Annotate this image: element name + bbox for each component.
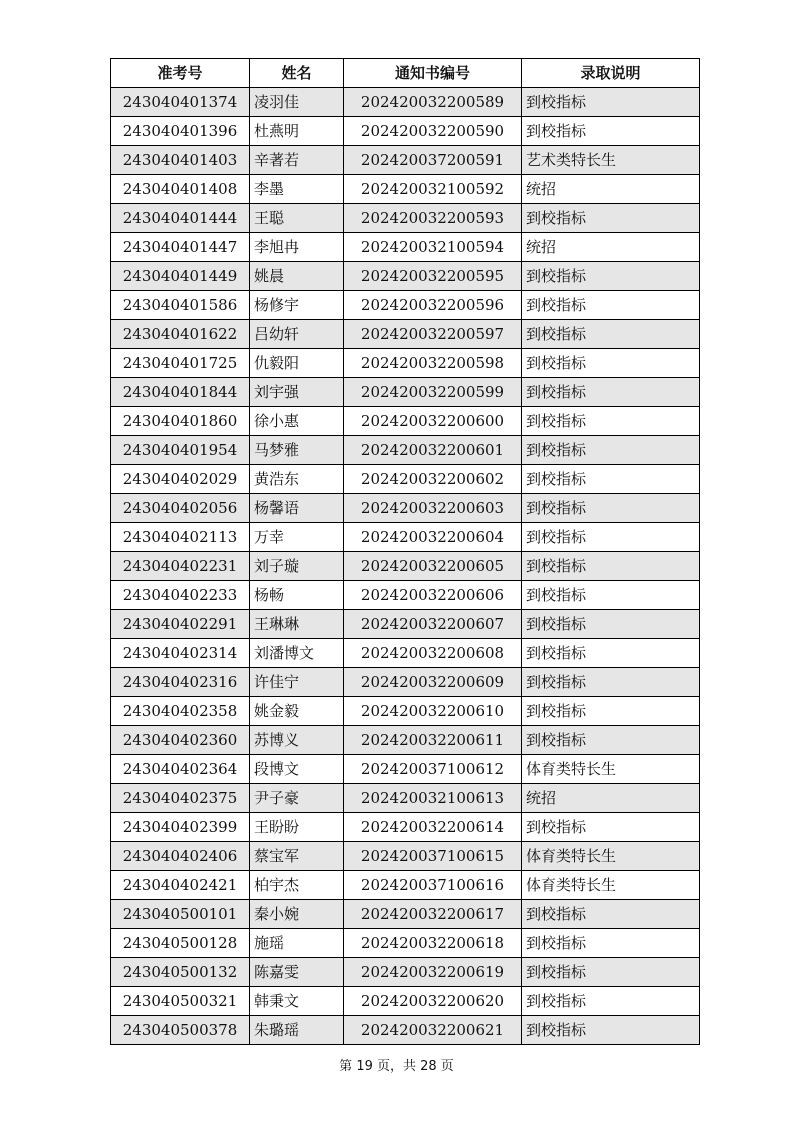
page-footer xyxy=(0,1055,793,1074)
cell-exam-id: 243040402360 xyxy=(111,726,250,755)
table-row xyxy=(111,610,700,639)
cell-exam-id: 243040402364 xyxy=(111,755,250,784)
table-row xyxy=(111,494,700,523)
table-row xyxy=(111,262,700,291)
cell-admission-note: 到校指标 xyxy=(522,610,700,639)
cell-admission-note: 到校指标 xyxy=(522,697,700,726)
cell-name: 万幸 xyxy=(250,523,344,552)
cell-exam-id: 243040401408 xyxy=(111,175,250,204)
table-row xyxy=(111,581,700,610)
table-row xyxy=(111,291,700,320)
cell-name: 韩秉文 xyxy=(250,987,344,1016)
cell-exam-id: 243040401449 xyxy=(111,262,250,291)
cell-admission-note: 到校指标 xyxy=(522,291,700,320)
cell-name: 朱璐瑶 xyxy=(250,1016,344,1045)
cell-notice-number: 202420032200617 xyxy=(344,900,522,929)
cell-admission-note: 到校指标 xyxy=(522,465,700,494)
table-row xyxy=(111,407,700,436)
table-row xyxy=(111,871,700,900)
table-row xyxy=(111,175,700,204)
cell-admission-note: 到校指标 xyxy=(522,407,700,436)
cell-exam-id: 243040402231 xyxy=(111,552,250,581)
cell-exam-id: 243040402316 xyxy=(111,668,250,697)
cell-admission-note: 到校指标 xyxy=(522,929,700,958)
cell-name: 苏博义 xyxy=(250,726,344,755)
cell-admission-note: 到校指标 xyxy=(522,987,700,1016)
cell-name: 刘潘博文 xyxy=(250,639,344,668)
cell-notice-number: 202420032200599 xyxy=(344,378,522,407)
cell-admission-note: 统招 xyxy=(522,784,700,813)
cell-notice-number: 202420032200597 xyxy=(344,320,522,349)
header-notice-number: 通知书编号 xyxy=(344,59,522,88)
cell-name: 刘子璇 xyxy=(250,552,344,581)
table-row xyxy=(111,987,700,1016)
cell-admission-note: 到校指标 xyxy=(522,262,700,291)
cell-notice-number: 202420032200608 xyxy=(344,639,522,668)
cell-exam-id: 243040500321 xyxy=(111,987,250,1016)
cell-exam-id: 243040402406 xyxy=(111,842,250,871)
footer-middle: 页，共 xyxy=(372,1059,421,1074)
cell-notice-number: 202420032200603 xyxy=(344,494,522,523)
cell-admission-note: 到校指标 xyxy=(522,1016,700,1045)
cell-admission-note: 到校指标 xyxy=(522,320,700,349)
cell-notice-number: 202420032200619 xyxy=(344,958,522,987)
cell-notice-number: 202420032200605 xyxy=(344,552,522,581)
table-body xyxy=(111,88,700,1045)
cell-name: 辛著若 xyxy=(250,146,344,175)
cell-name: 凌羽佳 xyxy=(250,88,344,117)
cell-admission-note: 到校指标 xyxy=(522,494,700,523)
table-row xyxy=(111,523,700,552)
cell-exam-id: 243040402291 xyxy=(111,610,250,639)
cell-admission-note: 到校指标 xyxy=(522,349,700,378)
cell-admission-note: 艺术类特长生 xyxy=(522,146,700,175)
cell-name: 王盼盼 xyxy=(250,813,344,842)
cell-notice-number: 202420032200596 xyxy=(344,291,522,320)
cell-name: 许佳宁 xyxy=(250,668,344,697)
admission-table xyxy=(110,58,700,1045)
table-row xyxy=(111,88,700,117)
table-row xyxy=(111,378,700,407)
cell-exam-id: 243040500132 xyxy=(111,958,250,987)
cell-notice-number: 202420032200606 xyxy=(344,581,522,610)
cell-notice-number: 202420032100592 xyxy=(344,175,522,204)
cell-notice-number: 202420032200600 xyxy=(344,407,522,436)
cell-admission-note: 到校指标 xyxy=(522,523,700,552)
cell-name: 段博文 xyxy=(250,755,344,784)
cell-exam-id: 243040402375 xyxy=(111,784,250,813)
header-exam-id: 准考号 xyxy=(111,59,250,88)
cell-notice-number: 202420032200620 xyxy=(344,987,522,1016)
cell-name: 施瑶 xyxy=(250,929,344,958)
cell-notice-number: 202420032200610 xyxy=(344,697,522,726)
cell-admission-note: 到校指标 xyxy=(522,726,700,755)
table-row xyxy=(111,233,700,262)
table-row xyxy=(111,726,700,755)
table-header-row xyxy=(111,59,700,88)
cell-exam-id: 243040401444 xyxy=(111,204,250,233)
cell-exam-id: 243040401844 xyxy=(111,378,250,407)
cell-admission-note: 到校指标 xyxy=(522,639,700,668)
cell-name: 蔡宝军 xyxy=(250,842,344,871)
cell-notice-number: 202420032200595 xyxy=(344,262,522,291)
cell-exam-id: 243040401396 xyxy=(111,117,250,146)
table-row xyxy=(111,204,700,233)
cell-exam-id: 243040402358 xyxy=(111,697,250,726)
table-row xyxy=(111,958,700,987)
cell-notice-number: 202420032200614 xyxy=(344,813,522,842)
cell-notice-number: 202420032200604 xyxy=(344,523,522,552)
cell-notice-number: 202420032200598 xyxy=(344,349,522,378)
cell-exam-id: 243040402056 xyxy=(111,494,250,523)
cell-name: 陈嘉雯 xyxy=(250,958,344,987)
table-row xyxy=(111,842,700,871)
cell-admission-note: 到校指标 xyxy=(522,204,700,233)
cell-exam-id: 243040500101 xyxy=(111,900,250,929)
cell-exam-id: 243040402399 xyxy=(111,813,250,842)
cell-notice-number: 202420032100594 xyxy=(344,233,522,262)
cell-admission-note: 统招 xyxy=(522,233,700,262)
cell-admission-note: 到校指标 xyxy=(522,668,700,697)
cell-name: 吕幼轩 xyxy=(250,320,344,349)
cell-name: 黄浩东 xyxy=(250,465,344,494)
cell-exam-id: 243040401447 xyxy=(111,233,250,262)
cell-exam-id: 243040401954 xyxy=(111,436,250,465)
cell-exam-id: 243040402314 xyxy=(111,639,250,668)
table-row xyxy=(111,117,700,146)
cell-exam-id: 243040401860 xyxy=(111,407,250,436)
cell-notice-number: 202420032200602 xyxy=(344,465,522,494)
cell-name: 刘宇强 xyxy=(250,378,344,407)
cell-exam-id: 243040402113 xyxy=(111,523,250,552)
cell-name: 仇毅阳 xyxy=(250,349,344,378)
cell-admission-note: 到校指标 xyxy=(522,813,700,842)
cell-admission-note: 体育类特长生 xyxy=(522,871,700,900)
footer-current-page: 19 xyxy=(356,1059,373,1074)
table-row xyxy=(111,552,700,581)
cell-admission-note: 体育类特长生 xyxy=(522,842,700,871)
cell-exam-id: 243040401725 xyxy=(111,349,250,378)
cell-notice-number: 202420032200609 xyxy=(344,668,522,697)
table-row xyxy=(111,900,700,929)
table-row xyxy=(111,465,700,494)
cell-admission-note: 统招 xyxy=(522,175,700,204)
cell-exam-id: 243040402421 xyxy=(111,871,250,900)
cell-name: 尹子豪 xyxy=(250,784,344,813)
cell-admission-note: 到校指标 xyxy=(522,552,700,581)
cell-admission-note: 体育类特长生 xyxy=(522,755,700,784)
cell-admission-note: 到校指标 xyxy=(522,88,700,117)
cell-admission-note: 到校指标 xyxy=(522,436,700,465)
cell-notice-number: 202420032200601 xyxy=(344,436,522,465)
table-row xyxy=(111,146,700,175)
cell-name: 王聪 xyxy=(250,204,344,233)
cell-name: 李墨 xyxy=(250,175,344,204)
cell-name: 秦小婉 xyxy=(250,900,344,929)
cell-admission-note: 到校指标 xyxy=(522,378,700,407)
cell-notice-number: 202420032200593 xyxy=(344,204,522,233)
table-row xyxy=(111,320,700,349)
cell-notice-number: 202420032200618 xyxy=(344,929,522,958)
cell-exam-id: 243040402233 xyxy=(111,581,250,610)
table-row xyxy=(111,668,700,697)
table-row xyxy=(111,436,700,465)
header-name: 姓名 xyxy=(250,59,344,88)
header-admission-note: 录取说明 xyxy=(522,59,700,88)
table-row xyxy=(111,1016,700,1045)
footer-prefix: 第 xyxy=(339,1059,357,1074)
cell-exam-id: 243040402029 xyxy=(111,465,250,494)
cell-exam-id: 243040401622 xyxy=(111,320,250,349)
cell-name: 杨畅 xyxy=(250,581,344,610)
cell-name: 柏宇杰 xyxy=(250,871,344,900)
cell-notice-number: 202420032100613 xyxy=(344,784,522,813)
cell-exam-id: 243040401586 xyxy=(111,291,250,320)
table-row xyxy=(111,639,700,668)
cell-name: 姚晨 xyxy=(250,262,344,291)
cell-name: 杨修宇 xyxy=(250,291,344,320)
cell-name: 李旭冉 xyxy=(250,233,344,262)
cell-notice-number: 202420037100615 xyxy=(344,842,522,871)
cell-name: 杨馨语 xyxy=(250,494,344,523)
cell-exam-id: 243040500378 xyxy=(111,1016,250,1045)
cell-notice-number: 202420037200591 xyxy=(344,146,522,175)
cell-notice-number: 202420037100616 xyxy=(344,871,522,900)
table-row xyxy=(111,349,700,378)
table-row xyxy=(111,929,700,958)
cell-name: 马梦雅 xyxy=(250,436,344,465)
cell-admission-note: 到校指标 xyxy=(522,581,700,610)
cell-exam-id: 243040401403 xyxy=(111,146,250,175)
footer-suffix: 页 xyxy=(436,1059,454,1074)
cell-name: 杜燕明 xyxy=(250,117,344,146)
cell-notice-number: 202420032200607 xyxy=(344,610,522,639)
table-row xyxy=(111,813,700,842)
cell-notice-number: 202420032200611 xyxy=(344,726,522,755)
cell-notice-number: 202420032200621 xyxy=(344,1016,522,1045)
cell-name: 王琳琳 xyxy=(250,610,344,639)
cell-exam-id: 243040401374 xyxy=(111,88,250,117)
cell-notice-number: 202420032200589 xyxy=(344,88,522,117)
cell-notice-number: 202420037100612 xyxy=(344,755,522,784)
cell-admission-note: 到校指标 xyxy=(522,958,700,987)
cell-name: 姚金毅 xyxy=(250,697,344,726)
table-row xyxy=(111,755,700,784)
cell-admission-note: 到校指标 xyxy=(522,117,700,146)
cell-name: 徐小惠 xyxy=(250,407,344,436)
cell-notice-number: 202420032200590 xyxy=(344,117,522,146)
table-row xyxy=(111,697,700,726)
cell-exam-id: 243040500128 xyxy=(111,929,250,958)
cell-admission-note: 到校指标 xyxy=(522,900,700,929)
footer-total-pages: 28 xyxy=(420,1059,437,1074)
table-row xyxy=(111,784,700,813)
